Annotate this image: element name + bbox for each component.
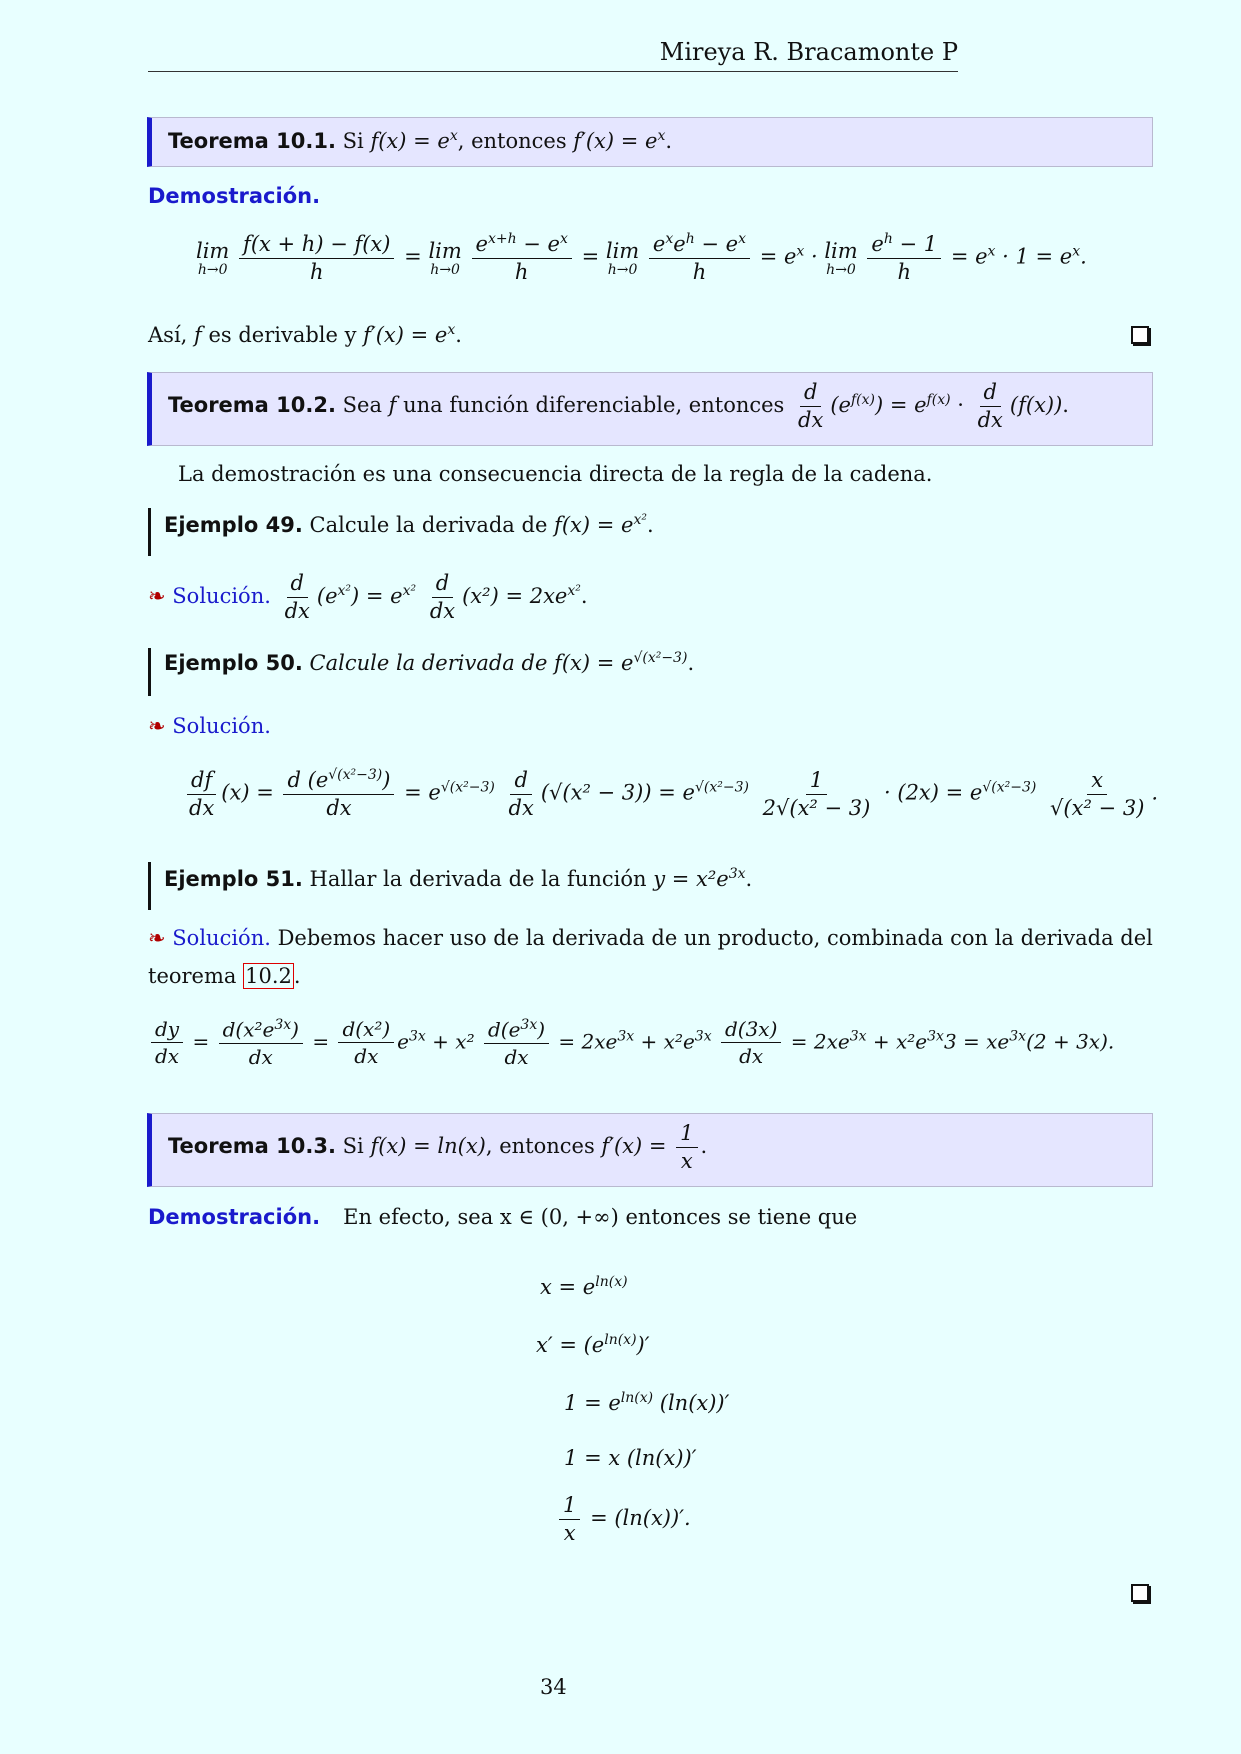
math-sup: f(x)	[926, 392, 951, 409]
proof-line: $x = e^{ln(x)}$	[540, 1274, 628, 1299]
fraction-denominator: h	[309, 259, 324, 284]
math: · 1 = e	[995, 244, 1073, 269]
qed-square-icon	[1131, 1584, 1149, 1602]
theorem-title: Teorema 10.1.	[168, 129, 336, 153]
theorem-title: Teorema 10.3.	[168, 1134, 336, 1159]
equals: =	[404, 244, 422, 269]
lim: lim	[196, 239, 230, 264]
theorem-10-1-box	[147, 117, 1153, 167]
solution-49: ❧ Solución. $\frac{d}{dx}$ $(e^{x^2}) = e^{x^2}$ $\frac{d}{dx}$ $(x^2) = 2xe^{x^2}$.	[148, 571, 588, 624]
math: $(e^{f(x)})$	[830, 392, 884, 418]
example-bar	[148, 648, 151, 696]
lim-sub: h→0	[197, 262, 228, 279]
math-sup: x	[449, 128, 458, 144]
header-rule	[148, 71, 958, 72]
example-51: Ejemplo 51. Hallar la derivada de la función $y = x^2e^{3x}$.	[164, 866, 753, 891]
solution-50-equation: $\frac{df}{dx}$ (x) = $\frac{d (e^{√(x^2-3)})}{dx}$ = $e^{√(x^2-3)}$ $\frac{d}{dx}$ $(√(x^2 - 3)) = e^{√(x^2-3)}$ $\frac{1}{\text{2√(x² − 3)}}$ · $(2x) = e^{√(x^2-3)}$ $\frac{x}{\text{√(x² − 3)}}$ .	[189, 767, 1159, 821]
math-sup: x	[1072, 243, 1081, 260]
punct: .	[1062, 393, 1069, 418]
running-header: Mireya R. Bracamonte P	[659, 38, 958, 66]
math: (f(x))	[1009, 393, 1063, 418]
fraction-numerator: f(x + h) − f(x)	[239, 233, 394, 259]
proof-line: $1 = e^{ln(x)}$ (ln(x))′	[564, 1390, 730, 1415]
page-number: 34	[540, 1675, 567, 1699]
proof-label: Demostración.	[148, 1205, 321, 1229]
math: ·	[804, 244, 825, 269]
theorem-reference-link[interactable]: 10.2	[245, 964, 292, 988]
fleuron-icon: ❧	[148, 584, 166, 609]
equals: =	[581, 244, 600, 269]
fraction-denominator: h	[897, 260, 912, 285]
fleuron-icon: ❧	[148, 714, 166, 738]
fraction-denominator: h	[692, 260, 707, 285]
math: = e	[889, 393, 927, 418]
fleuron-icon: ❧	[148, 926, 166, 950]
theorem-text: , entonces	[457, 129, 574, 153]
proof-line: $\frac{1}{x}$ = (ln(x))′.	[556, 1494, 691, 1545]
solution-50-label	[148, 714, 271, 738]
lim-sub: h→0	[607, 262, 638, 279]
example-49: Ejemplo 49. Calcule la derivada de $f(x) = e^{x^2}$.	[164, 512, 654, 537]
example-bar	[148, 508, 151, 556]
solution-label: Solución.	[172, 584, 271, 609]
theorem-10-3-box: Teorema 10.3. Si f(x) = ln(x), entonces f′(x) = $\frac{1}{x}$ .	[147, 1113, 1153, 1187]
theorem-title: Teorema 10.2.	[168, 393, 336, 418]
lim: lim	[428, 239, 462, 264]
proof-conclusion: Así, f es derivable y $f'(x) = e^x$.	[148, 322, 462, 347]
math: f(x) = e	[370, 129, 450, 153]
theorem-text: Si	[342, 129, 371, 153]
fraction-denominator: dx	[798, 408, 824, 433]
fraction-numerator: d	[800, 381, 821, 407]
proof-3-intro: Demostración. En efecto, sea x ∈ (0, +∞) entonces se tiene que	[148, 1205, 858, 1229]
fraction-denominator: h	[514, 260, 529, 285]
solution-label: Solución.	[172, 714, 271, 738]
theorem-text: Sea	[342, 393, 389, 418]
limit-equation	[196, 232, 1087, 284]
math-sup: x	[987, 243, 996, 260]
solution-51-text: ❧ Solución. Debemos hacer uso de la derivada de un producto, combinada con la derivada del	[148, 926, 1153, 950]
lim-sub: h→0	[826, 262, 856, 279]
example-50: Ejemplo 50. Calcule la derivada de $f(x) = e^{√(x^2-3)}$.	[164, 650, 695, 675]
solution-51-text-line2: teorema 10.2.	[148, 964, 301, 988]
theorem-10-2-box	[147, 372, 1153, 446]
proof-line: 1 = x (ln(x))′	[564, 1446, 697, 1470]
fraction-numerator: $e^h - 1$	[867, 232, 941, 259]
math: = e	[759, 244, 797, 269]
lim: lim	[605, 239, 640, 264]
fraction-denominator: dx	[977, 408, 1003, 433]
theorem-text: una función diferenciable, entonces	[396, 393, 785, 418]
math: f′(x) = e	[573, 129, 658, 153]
math-sup: x	[796, 243, 805, 260]
lim: lim	[824, 239, 858, 264]
math: f	[388, 393, 397, 418]
punct: .	[1080, 244, 1087, 269]
example-bar	[148, 862, 151, 910]
solution-51-equation: $\frac{dy}{dx}$ = $\frac{d(x^2e^{3x})}{dx}$ = $\frac{\text{d(x²)}}{dx}$ $e^{3x} + x^2$ $\frac{d(e^{3x})}{dx}$ = $2xe^{3x} + x^2e^{3x}$ $\frac{d(3x)}{dx}$ = $2xe^{3x} + x^2e^{3x}3 = xe^{3x}(2 + 3x)$.	[148, 1018, 1114, 1068]
proof-label: Demostración.	[148, 184, 321, 208]
paragraph: La demostración es una consecuencia directa de la regla de la cadena.	[178, 462, 933, 486]
fraction-numerator: $e^{x+h} - e^x$	[472, 232, 572, 259]
fraction-numerator: d	[980, 381, 1001, 407]
lim-sub: h→0	[430, 262, 460, 279]
math: = e	[950, 244, 988, 269]
solution-label: Solución.	[172, 926, 271, 950]
proof-line: $x' = (e^{ln(x)})'$	[536, 1332, 650, 1357]
math-sup: x	[657, 128, 666, 144]
punct: .	[665, 129, 673, 153]
qed-square-icon	[1131, 326, 1149, 344]
math: ·	[950, 393, 971, 418]
fraction-numerator: $e^xe^h - e^x$	[649, 232, 750, 259]
